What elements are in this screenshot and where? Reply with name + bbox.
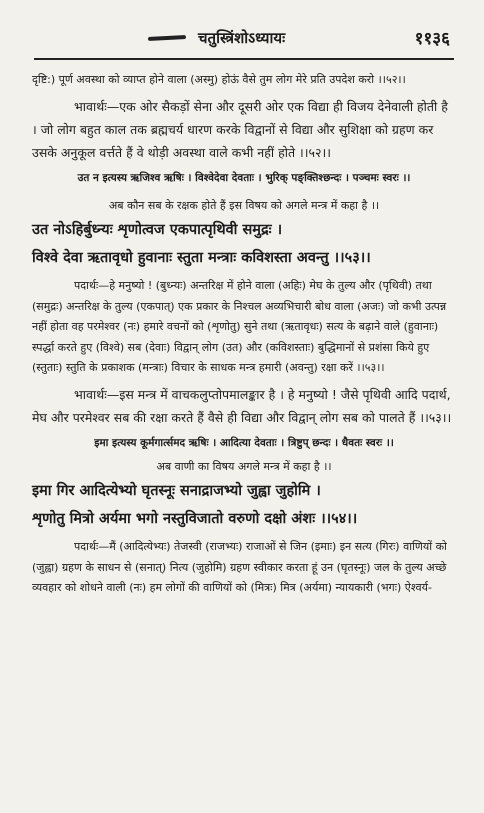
page-number: ११३६ bbox=[414, 29, 450, 49]
page-body bbox=[32, 70, 456, 599]
rishi-line-54: इमा इत्यस्य कूर्मगार्त्समद ऋषिः । आदित्या देवताः । त्रिष्टुप् छन्दः । धैवतः स्वरः ।। bbox=[94, 436, 394, 449]
bhavartha-52: भावार्थः—एक ओर सैकड़ों सेना और दूसरी ओर एक विद्या ही विजय देनेवाली होती है । जो लोग बहुत काल तक ब्रह्मचर्य धारण करके विद्वानों से विद्या और सुशिक्षा को ग्रहण कर उसके अनुकूल वर्त्तते हैं वे थोड़ी अवस्था वाले कभी नहीं होते ।।५२।। bbox=[32, 98, 448, 160]
rishi-line-53: उत न इत्यस्य ऋजिश्व ऋषिः । विश्वेदेवा देवताः । भुरिक् पङ्क्तिश्छन्दः । पञ्चमः स्वरः ।। bbox=[77, 171, 411, 184]
mantra-53-line1: उत नोऽहिर्बुध्न्यः शृणोत्वज एकपात्पृथिवी समुद्रः । bbox=[32, 222, 283, 238]
mantra-54-line1: इमा गिर आदित्येभ्यो घृतस्नूः सनाद्राजभ्यो जुह्वा जुहोमि । bbox=[32, 483, 321, 499]
padartha-54: पदार्थः—मैं (आदित्येभ्यः) तेजस्वी (राजभ्यः) राजाओं से जिन (इमाः) इन सत्य (गिरः) वाणियों को (जुह्वा) ग्रहण के साधन से (सनात्) नित्य (जुहोमि) ग्रहण स्वीकार करता हूं उन (घृतस्नूः) जल के तुल्य अच्छे व्यवहार को शोधने वाली (नः) हम लोगों की वाणियों को (मित्रः) मित्र (अर्यमा) न्यायकारी (भगः) ऐश्वर्य- bbox=[32, 540, 447, 594]
mantra-53-line2: विश्वे देवा ऋतावृधो हुवानाः स्तुता मन्त्राः कविशस्ता अवन्तु ।।५३।। bbox=[32, 250, 371, 266]
paragraph-continuation: दृष्टि:) पूर्ण अवस्था को व्याप्त होने वाला (अस्मु) होऊं वैसे तुम लोग मेरे प्रति उपदेश करो ।।५२।। bbox=[32, 73, 406, 86]
intro-line-53: अब कौन सब के रक्षक होते हैं इस विषय को अगले मन्त्र में कहा है ।। bbox=[108, 198, 380, 212]
header-rule bbox=[34, 58, 454, 60]
padartha-53: पदार्थः—हे मनुष्यो ! (बुध्न्यः) अन्तरिक्ष में होने वाला (अहिः) मेघ के तुल्य और (पृथिवी) तथा (समुद्रः) अन्तरिक्ष के तुल्य (एकपात्) एक प्रकार के निश्चल अव्यभिचारी बोध वाला (अजः) जो कभी उत्पन्न नहीं होता वह परमेश्वर (नः) हमारे वचनों को (शृणोतु) सुने तथा (ऋतावृधः) सत्य के बढ़ाने वाले (हुवानाः) स्पर्द्धा करते हुए (विश्वे) सब (देवाः) विद्वान् लोग (उत) और (कविशस्ताः) बुद्धिमानों से प्रशंसा किये हुए (स्तुताः) स्तुति के प्रकाशक (मन्त्राः) विचार के साधक मन्त्र हमारी (अवन्तु) रक्षा करें ।।५३।। bbox=[32, 279, 447, 374]
page-header bbox=[0, 28, 484, 64]
header-ornament bbox=[148, 35, 186, 41]
intro-line-54: अब वाणी का विषय अगले मन्त्र में कहा है ।। bbox=[156, 459, 332, 473]
mantra-54-line2: शृणोतु मित्रो अर्यमा भगो नस्तुविजातो वरुणो दक्षो अंशः ।।५४।। bbox=[32, 511, 358, 527]
bhavartha-53: भावार्थः—इस मन्त्र में वाचकलुप्तोपमालङ्कार है । हे मनुष्यो ! जैसे पृथिवी आदि पदार्थ, मेघ और परमेश्वर सब की रक्षा करते हैं वैसे ही विद्या और विद्वान् लोग सब को पालते हैं ।।५३।। bbox=[32, 386, 452, 425]
chapter-title: चतुस्त्रिंशोऽध्यायः bbox=[198, 29, 286, 47]
